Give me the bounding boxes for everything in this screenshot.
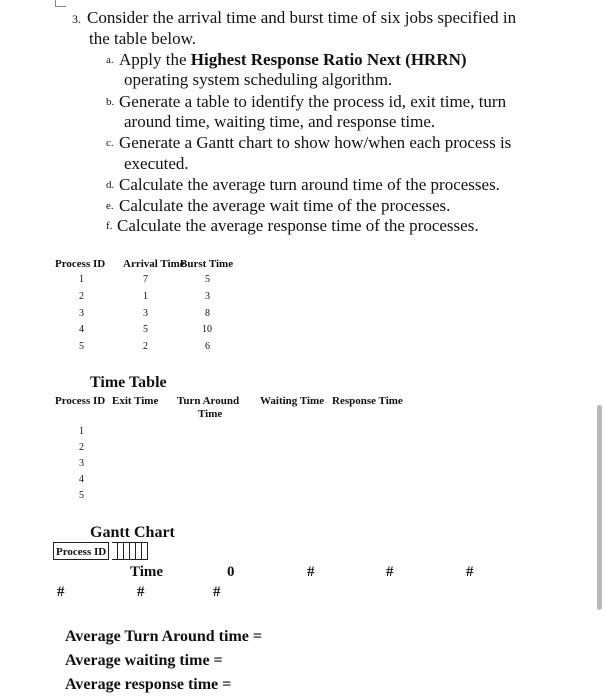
- jobs-cell: 3: [143, 308, 148, 319]
- jobs-cell: 1: [79, 274, 84, 285]
- gantt-lower-value: #: [57, 584, 65, 600]
- jobs-cell: 4: [79, 324, 84, 335]
- jobs-cell: 5: [205, 274, 210, 285]
- item-b-letter: b.: [106, 96, 115, 108]
- jobs-header-process-id: Process ID: [55, 258, 106, 270]
- item-b-line1: Generate a table to identify the process id, exit time, turn: [119, 92, 507, 111]
- time-header-process-id: Process ID: [55, 395, 106, 407]
- gantt-time-value: 0: [227, 564, 235, 580]
- gantt-lower-value: #: [213, 584, 221, 600]
- item-b-line2: around time, waiting time, and response time.: [124, 112, 436, 131]
- time-table-title: Time Table: [90, 374, 167, 391]
- time-header-time: Time: [198, 408, 223, 420]
- gantt-cell: [142, 542, 148, 560]
- jobs-header-burst-time: Burst Time: [180, 258, 234, 270]
- item-a-prefix: Apply the: [119, 50, 191, 69]
- gantt-time-label: Time: [130, 564, 164, 580]
- gantt-lower-value: #: [137, 584, 145, 600]
- time-row-process-id: 3: [79, 458, 84, 469]
- time-row-process-id: 1: [79, 426, 84, 437]
- jobs-cell: 8: [205, 308, 210, 319]
- jobs-cell: 3: [205, 291, 210, 302]
- item-f-letter: f.: [106, 220, 113, 232]
- time-header-turn-around: Turn Around: [177, 395, 240, 407]
- page-corner-mark: [55, 0, 66, 7]
- gantt-time-value: #: [466, 564, 474, 580]
- jobs-header-arrival-time: Arrival Time: [123, 258, 185, 270]
- time-header-exit-time: Exit Time: [112, 395, 159, 407]
- jobs-cell: 10: [202, 324, 212, 335]
- average-response-label: Average response time =: [65, 676, 232, 693]
- item-c-letter: c.: [106, 137, 114, 149]
- item-a-letter: a.: [106, 54, 114, 66]
- question-number: 3.: [72, 12, 81, 26]
- jobs-cell: 3: [79, 308, 84, 319]
- jobs-cell: 2: [143, 341, 148, 352]
- jobs-cell: 6: [205, 341, 210, 352]
- time-header-response-time: Response Time: [332, 395, 403, 407]
- average-turnaround-label: Average Turn Around time =: [65, 628, 262, 645]
- vertical-scrollbar[interactable]: [597, 405, 602, 610]
- item-d-line1: Calculate the average turn around time of the processes.: [119, 175, 500, 194]
- item-c-line2: executed.: [124, 154, 189, 173]
- gantt-title: Gantt Chart: [90, 524, 175, 541]
- time-header-waiting-time: Waiting Time: [260, 395, 325, 407]
- jobs-cell: 5: [79, 341, 84, 352]
- time-row-process-id: 2: [79, 442, 84, 453]
- jobs-cell: 5: [143, 324, 148, 335]
- item-a-line2: operating system scheduling algorithm.: [124, 70, 393, 89]
- item-c-line1: Generate a Gantt chart to show how/when each process is: [119, 133, 512, 152]
- item-e-line1: Calculate the average wait time of the processes.: [119, 196, 451, 215]
- gantt-row-label-box: [53, 542, 109, 560]
- item-e-letter: e.: [106, 200, 114, 212]
- item-f-line1: Calculate the average response time of the processes.: [117, 216, 479, 235]
- item-d-letter: d.: [106, 179, 115, 191]
- gantt-row-label: Process ID: [56, 546, 107, 558]
- time-row-process-id: 5: [79, 490, 84, 501]
- jobs-cell: 7: [143, 274, 148, 285]
- gantt-time-value: #: [386, 564, 394, 580]
- time-row-process-id: 4: [79, 474, 84, 485]
- jobs-cell: 2: [79, 291, 84, 302]
- average-waiting-label: Average waiting time =: [65, 652, 223, 669]
- jobs-cell: 1: [143, 291, 148, 302]
- item-a-text: [119, 50, 467, 70]
- gantt-time-value: #: [307, 564, 315, 580]
- question-intro-line1: Consider the arrival time and burst time of six jobs specified in: [87, 8, 517, 27]
- item-a-bold: Highest Response Ratio Next (HRRN): [190, 50, 467, 69]
- question-intro-line2: the table below.: [89, 29, 196, 48]
